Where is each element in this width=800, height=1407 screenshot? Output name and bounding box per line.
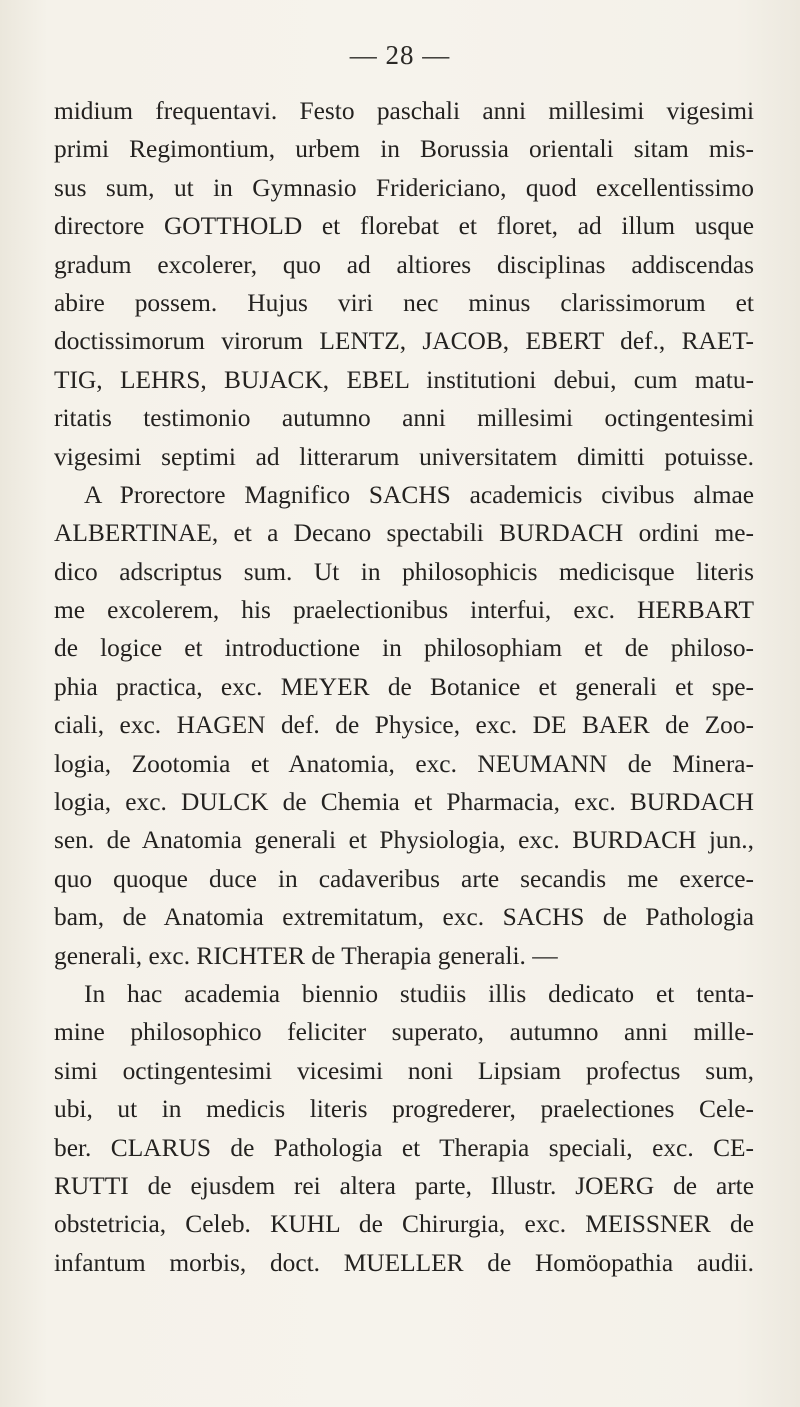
text-line: simi octingentesimi vicesimi noni Lipsiam profectus sum, xyxy=(54,1056,754,1085)
text-line: primi Regimontium, urbem in Borussia orientali sitam mis- xyxy=(54,135,754,164)
text-line: TIG, LEHRS, BUJACK, EBEL institutioni debui, cum matu- xyxy=(54,365,754,394)
text-line: A Prorectore Magnifico SACHS academicis civibus almae xyxy=(84,480,754,509)
text-line: directore GOTTHOLD et florebat et floret, ad illum usque xyxy=(54,212,754,241)
text-line: abire possem. Hujus viri nec minus clarissimorum et xyxy=(54,288,754,317)
text-line: bam, de Anatomia extremitatum, exc. SACHS de Pathologia xyxy=(54,903,754,932)
text-line: dico adscriptus sum. Ut in philosophicis medicisque literis xyxy=(54,557,754,586)
text-line: ALBERTINAE, et a Decano spectabili BURDACH ordini me- xyxy=(54,519,754,548)
text-line: obstetricia, Celeb. KUHL de Chirurgia, exc. MEISSNER de xyxy=(54,1210,754,1239)
text-line: midium frequentavi. Festo paschali anni millesimi vigesimi xyxy=(54,97,754,125)
text-line: RUTTI de ejusdem rei altera parte, Illustr. JOERG de arte xyxy=(54,1171,754,1200)
body-text xyxy=(54,92,754,1282)
text-line: infantum morbis, doct. MUELLER de Homöopathia audii. xyxy=(54,1248,754,1277)
text-line: vigesimi septimi ad litterarum universitatem dimitti potuisse. xyxy=(54,442,754,471)
text-line: gradum excolerer, quo ad altiores disciplinas addiscendas xyxy=(54,250,754,279)
text-line: ubi, ut in medicis literis progrederer, praelectiones Cele- xyxy=(54,1095,754,1124)
text-line: logia, exc. DULCK de Chemia et Pharmacia, exc. BURDACH xyxy=(54,788,754,817)
text-line: de logice et introductione in philosophiam et de philoso- xyxy=(54,634,754,663)
text-line: quo quoque duce in cadaveribus arte secandis me exerce- xyxy=(54,864,754,893)
text-line: In hac academia biennio studiis illis dedicato et tenta- xyxy=(84,979,754,1008)
text-line: sus sum, ut in Gymnasio Fridericiano, quod excellentissimo xyxy=(54,173,754,202)
text-line: ritatis testimonio autumno anni millesimi octingentesimi xyxy=(54,404,754,433)
text-line: sen. de Anatomia generali et Physiologia, exc. BURDACH jun., xyxy=(54,826,754,855)
page-number: — 28 — xyxy=(349,40,451,70)
text-line: generali, exc. RICHTER de Therapia generali. — xyxy=(54,941,558,970)
text-line: phia practica, exc. MEYER de Botanice et generali et spe- xyxy=(54,672,754,701)
text-line: doctissimorum virorum LENTZ, JACOB, EBERT def., RAET- xyxy=(54,327,754,356)
text-line: ciali, exc. HAGEN def. de Physice, exc. DE BAER de Zoo- xyxy=(54,711,754,740)
text-line: logia, Zootomia et Anatomia, exc. NEUMANN de Minera- xyxy=(54,749,754,778)
text-line: ber. CLARUS de Pathologia et Therapia speciali, exc. CE- xyxy=(54,1133,754,1162)
text-line: mine philosophico feliciter superato, autumno anni mille- xyxy=(54,1018,754,1047)
text-line: me excolerem, his praelectionibus interfui, exc. HERBART xyxy=(54,596,754,625)
